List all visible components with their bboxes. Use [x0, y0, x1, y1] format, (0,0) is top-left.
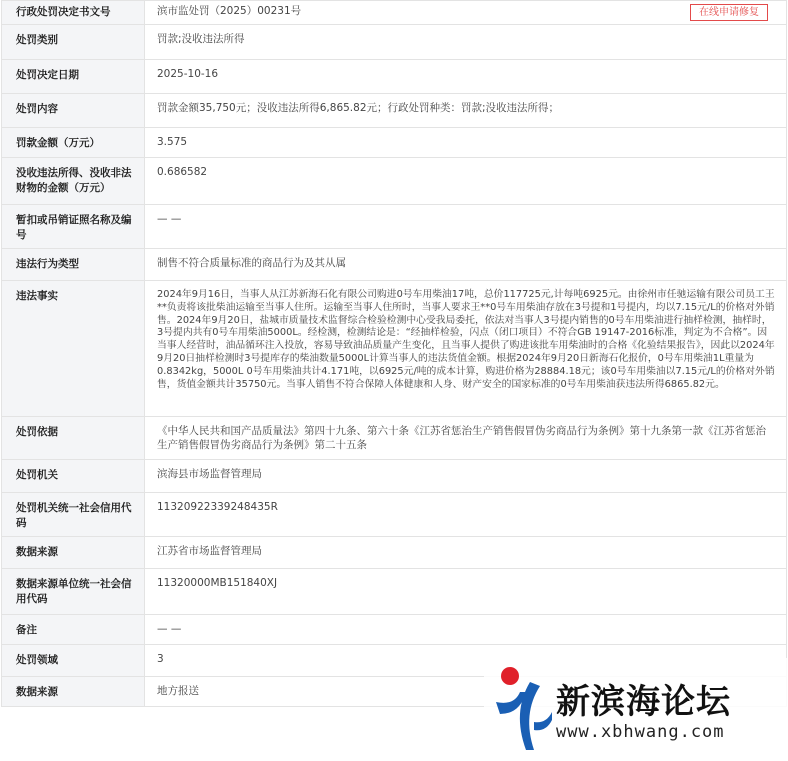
table-row: [2, 60, 787, 94]
field-label: 处罚领域: [2, 645, 145, 677]
field-label: 行政处罚决定书文号: [2, 1, 145, 25]
field-value: 3: [145, 645, 787, 677]
field-value: 滨海县市场监督管理局: [145, 460, 787, 493]
field-value: 制售不符合质量标准的商品行为及其从属: [145, 249, 787, 281]
field-label: 数据来源: [2, 677, 145, 707]
table-row: [2, 249, 787, 281]
field-label: 罚款金额（万元）: [2, 128, 145, 158]
field-label: 违法事实: [2, 281, 145, 417]
field-value: 3.575: [145, 128, 787, 158]
field-label: 处罚决定日期: [2, 60, 145, 94]
site-logo: [484, 658, 788, 760]
field-value: 地方报送: [145, 677, 787, 707]
decision-number: 滨市监处罚（2025）00231号: [157, 5, 302, 17]
field-value: [145, 1, 787, 25]
field-value: — —: [145, 205, 787, 249]
field-label: 处罚内容: [2, 94, 145, 128]
penalty-record-table: [1, 0, 787, 707]
field-value: 罚款金额35,750元；没收违法所得6,865.82元；行政处罚种类：罚款;没收违法所得；: [145, 94, 787, 128]
logo-title: 新滨海论坛: [556, 682, 731, 722]
table-row: [2, 205, 787, 249]
field-value: 2024年9月16日，当事人从江苏新海石化有限公司购进0号车用柴油17吨，总价117725元,计每吨6925元。由徐州市任驰运输有限公司员工王**负责将该批柴油运输至当事人住所。运输至当事人住所时，当事人要求王**0号车用柴油存放在3号提和1号提内，均以7.15元/L的价格对外销售。2024年9月20日，盐城市质量技术监督综合检验检测中心受我局委托，依法对当事人3号提内销售的0号车用柴油进行抽样检测，抽样时，3号提内共有0号车用柴油5000L。经检测，检测结论是：“经抽样检验，闪点（闭口项目）不符合GB 19147-2016标准，判定为不合格”。因当事人经营时，油品循环注入投放，容易导致油品质量产生变化，且当事人提供了购进该批车用柴油时的合格《化验结果报告》，因此以2024年9月20日抽样检测时3号提库存的柴油数量5000L计算当事人的违法货值金额。根据2024年9月20日新海石化报价，0号车用柴油1L重量为0.8342kg，5000L 0号车用柴油共计4.171吨，以6925元/吨的成本计算，购进价格为28884.18元；该0号车用柴油以7.15元/L的价格对外销售，货值金额共计35750元。当事人销售不符合保障人体健康和人身、财产安全的国家标准的0号车用柴油获违法所得6865.82元。: [145, 281, 787, 417]
field-value: 2025-10-16: [145, 60, 787, 94]
field-value: — —: [145, 615, 787, 645]
table-row: [2, 128, 787, 158]
field-value: 江苏省市场监督管理局: [145, 537, 787, 569]
field-label: 没收违法所得、没收非法财物的金额（万元）: [2, 158, 145, 205]
field-label: 备注: [2, 615, 145, 645]
field-value: 11320922339248435R: [145, 493, 787, 537]
field-label: 数据来源单位统一社会信用代码: [2, 569, 145, 615]
table-row: [2, 615, 787, 645]
field-label: 处罚类别: [2, 25, 145, 60]
table-row: [2, 281, 787, 417]
field-label: 数据来源: [2, 537, 145, 569]
field-label: 处罚依据: [2, 417, 145, 460]
table-row: [2, 1, 787, 25]
field-value: 0.686582: [145, 158, 787, 205]
table-row: [2, 569, 787, 615]
field-value: 《中华人民共和国产品质量法》第四十九条、第六十条《江苏省惩治生产销售假冒伪劣商品行为条例》第十九条第一款《江苏省惩治生产销售假冒伪劣商品行为条例》第二十五条: [145, 417, 787, 460]
table-row: [2, 25, 787, 60]
table-row: [2, 417, 787, 460]
table-row: [2, 158, 787, 205]
field-label: 违法行为类型: [2, 249, 145, 281]
field-value: 罚款;没收违法所得: [145, 25, 787, 60]
apply-repair-button[interactable]: 在线申请修复: [690, 4, 768, 21]
table-row: [2, 94, 787, 128]
field-value: 11320000MB151840XJ: [145, 569, 787, 615]
table-row: [2, 460, 787, 493]
field-label: 处罚机关统一社会信用代码: [2, 493, 145, 537]
table-row: [2, 537, 787, 569]
xbh-logo-icon: [490, 662, 554, 754]
logo-url: www.xbhwang.com: [556, 722, 725, 742]
field-label: 处罚机关: [2, 460, 145, 493]
table-row: [2, 493, 787, 537]
field-label: 暂扣或吊销证照名称及编号: [2, 205, 145, 249]
